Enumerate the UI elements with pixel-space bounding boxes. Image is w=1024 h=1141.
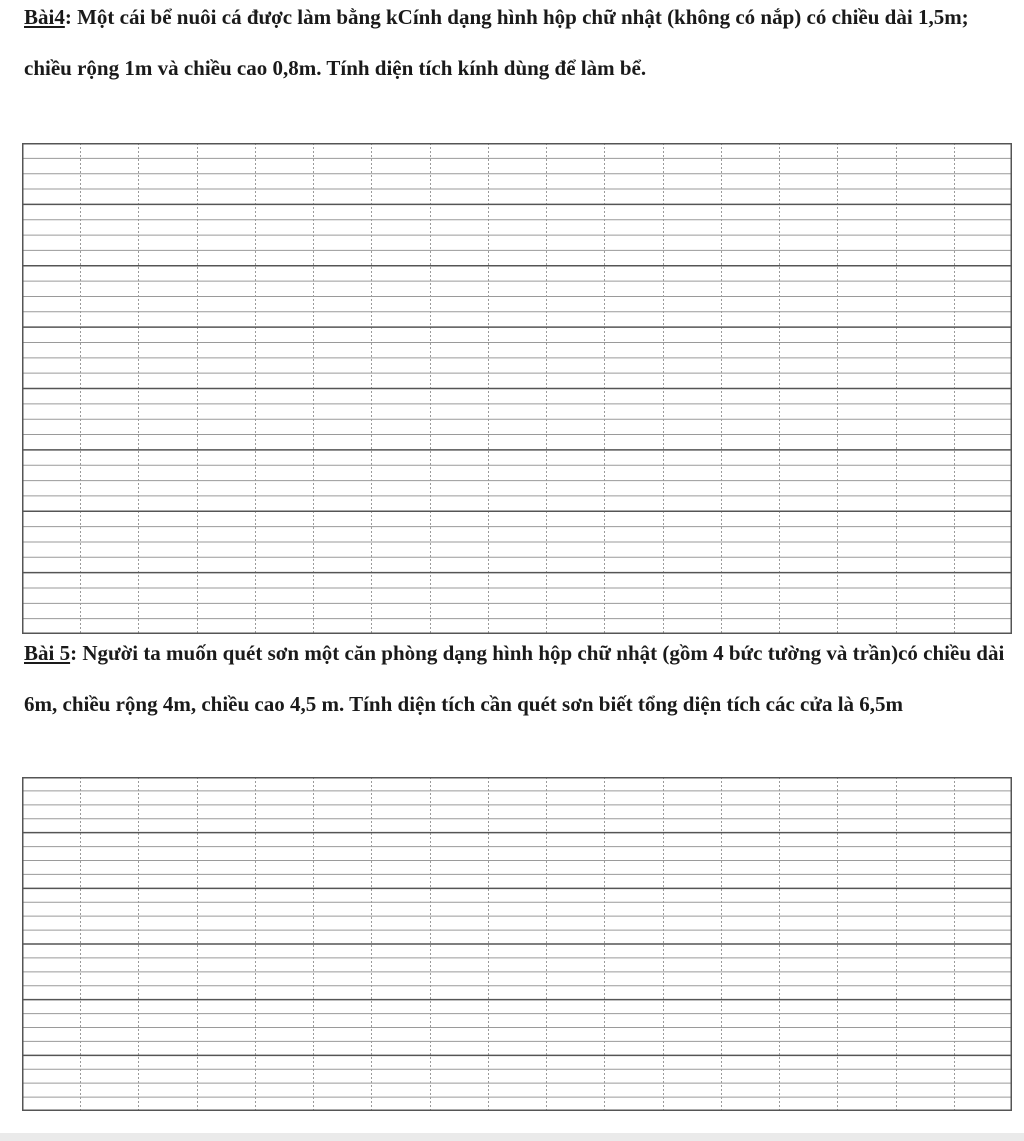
problem-bai5 xyxy=(24,628,1019,730)
problem-text: : Một cái bể nuôi cá được làm bằng kCính dạng hình hộp chữ nhật (không có nắp) có chiều dài 1,5m; chiều rộng 1m và chiều cao 0,8m. Tính diện tích kính dùng để làm bể. xyxy=(24,5,969,80)
problem-text: : Người ta muốn quét sơn một căn phòng dạng hình hộp chữ nhật (gồm 4 bức tường và trần)có chiều dài 6m, chiều rộng 4m, chiều cao 4,5 m. Tính diện tích cần quét sơn biết tổng diện tích các cửa là 6,5m xyxy=(24,641,1005,716)
grid-lines xyxy=(22,777,1012,1111)
answer-grid-bai4 xyxy=(22,143,1012,634)
problem-bai4 xyxy=(24,0,1019,94)
page-bottom-edge xyxy=(0,1133,1024,1141)
problem-label: Bài4 xyxy=(24,5,65,29)
problem-label: Bài 5 xyxy=(24,641,71,665)
grid-lines xyxy=(22,143,1012,634)
answer-grid-bai5 xyxy=(22,777,1012,1111)
